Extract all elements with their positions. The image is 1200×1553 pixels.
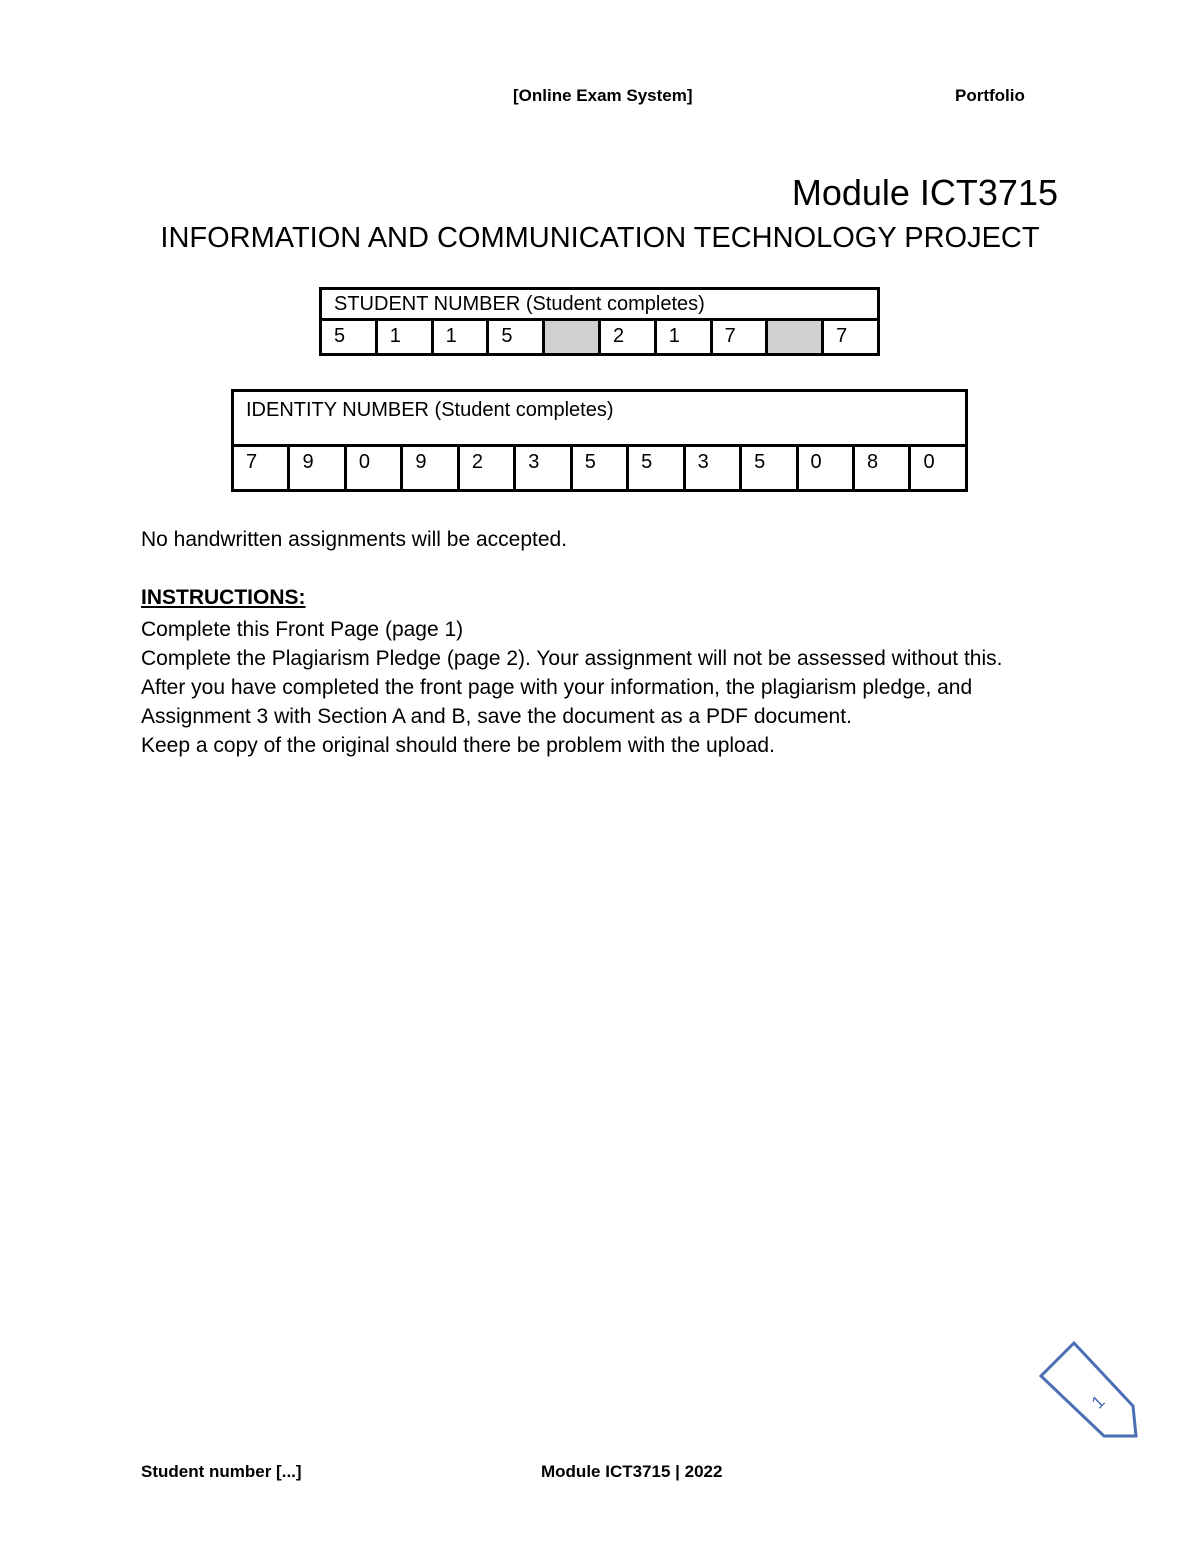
student-number-digit: 1 [432,320,488,355]
instruction-line: Assignment 3 with Section A and B, save the document as a PDF document. [141,705,852,728]
identity-number-digit: 0 [345,446,401,491]
student-number-digit: 1 [655,320,711,355]
identity-number-label: IDENTITY NUMBER (Student completes) [233,391,967,446]
identity-number-digit: 7 [233,446,289,491]
identity-number-digit: 9 [402,446,458,491]
instructions-list [141,615,1002,760]
identity-number-digit: 5 [571,446,627,491]
student-number-digit: 5 [488,320,544,355]
page-number-diamond-icon [1041,1343,1136,1436]
page-number-marker [1036,1338,1142,1444]
student-number-digit-blank [544,320,600,355]
instruction-line: After you have completed the front page with your information, the plagiarism pledge, and [141,676,973,699]
instruction-line: Complete this Front Page (page 1) [141,618,464,641]
identity-number-digit: 0 [797,446,853,491]
project-title: INFORMATION AND COMMUNICATION TECHNOLOGY PROJECT [160,222,1040,254]
identity-number-digit: 5 [628,446,684,491]
identity-number-digit: 9 [289,446,345,491]
student-number-digit: 7 [711,320,767,355]
instruction-line: Complete the Plagiarism Pledge (page 2). Your assignment will not be assessed without this. [141,647,1003,670]
instruction-line: Keep a copy of the original should there be problem with the upload. [141,734,775,757]
identity-number-digit: 0 [910,446,967,491]
identity-number-digit: 2 [458,446,514,491]
header-center-text: [Online Exam System] [513,86,693,105]
student-number-digit: 7 [823,320,879,355]
student-number-digit-blank [767,320,823,355]
page-number: 1 [1087,1391,1109,1413]
student-number-digit: 5 [321,320,377,355]
identity-number-table [231,389,968,492]
student-number-digit: 2 [599,320,655,355]
handwritten-notice: No handwritten assignments will be accepted. [141,528,568,551]
module-title: Module ICT3715 [791,172,1058,213]
identity-number-digit: 5 [741,446,797,491]
student-number-label: STUDENT NUMBER (Student completes) [321,289,879,320]
footer-module-year: Module ICT3715 | 2022 [541,1462,723,1481]
footer-student-number: Student number [...] [141,1462,302,1481]
identity-number-digit: 3 [515,446,571,491]
instructions-heading: INSTRUCTIONS: [141,586,306,609]
header-right-text: Portfolio [955,86,1025,105]
identity-number-digit: 3 [684,446,740,491]
identity-number-digit: 8 [853,446,909,491]
student-number-table [319,287,880,356]
student-number-digit: 1 [376,320,432,355]
